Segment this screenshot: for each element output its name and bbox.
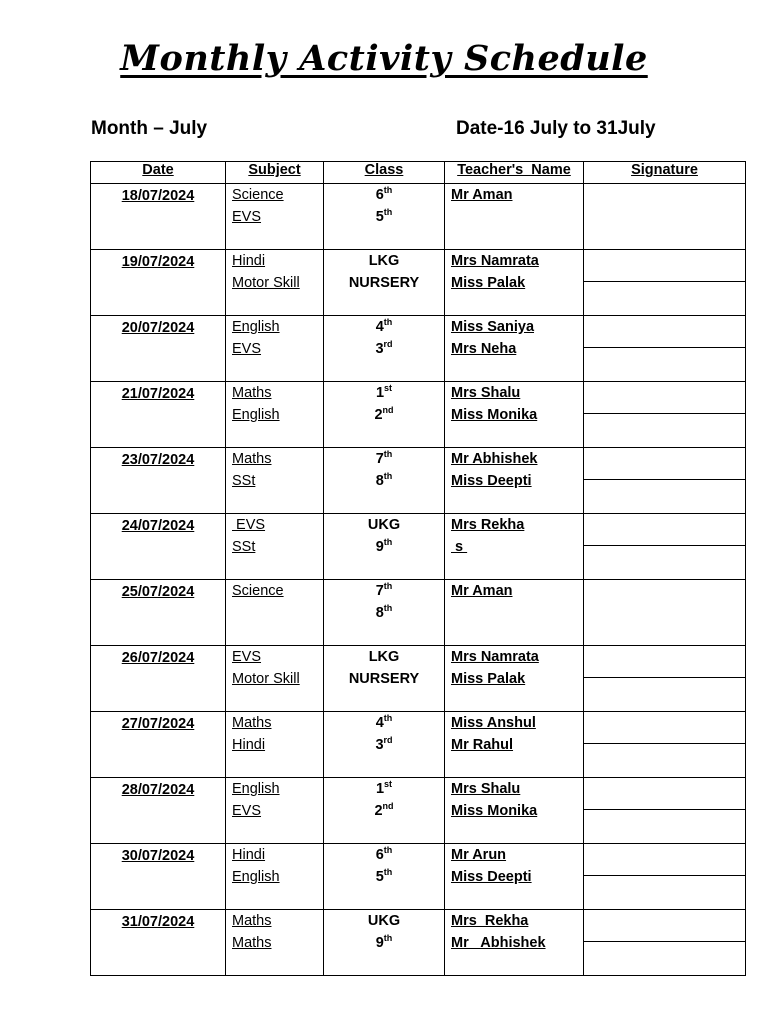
date-cell — [91, 184, 226, 250]
table-body — [91, 184, 746, 976]
class-text: LKG — [368, 649, 400, 665]
subject-line — [232, 734, 323, 756]
class-text: 5 — [375, 209, 384, 225]
teacher-line — [451, 778, 583, 800]
subject-line — [232, 272, 323, 294]
date-cell — [91, 514, 226, 580]
signature-divider — [584, 347, 745, 348]
subject-text: SSt — [232, 539, 256, 555]
class-suffix: th — [383, 581, 393, 591]
subject-text: Science — [232, 187, 284, 203]
table-row — [91, 712, 746, 778]
teacher-line — [451, 184, 583, 206]
class-suffix: st — [384, 779, 393, 789]
subject-line — [232, 844, 323, 866]
class-text: 8 — [375, 473, 384, 489]
class-line — [324, 800, 444, 822]
subject-line — [232, 184, 323, 206]
teacher-line — [451, 536, 583, 558]
class-cell — [324, 778, 445, 844]
class-cell — [324, 316, 445, 382]
class-suffix: th — [383, 207, 393, 217]
header-class: Class — [324, 162, 445, 184]
header-teacher-name: Teacher's Name — [445, 162, 584, 184]
signature-divider — [584, 281, 745, 282]
class-cell — [324, 580, 445, 646]
date-cell — [91, 580, 226, 646]
class-cell — [324, 514, 445, 580]
date-text: 28/07/2024 — [121, 782, 195, 798]
header-date: Date — [91, 162, 226, 184]
date-text: 21/07/2024 — [121, 386, 195, 402]
date-text: 31/07/2024 — [121, 914, 195, 930]
signature-divider — [584, 941, 745, 942]
teacher-name: Miss Monika — [451, 803, 538, 819]
subject-text: English — [232, 781, 280, 797]
table-header-row — [91, 162, 746, 184]
class-line — [324, 514, 444, 536]
subject-text: English — [232, 869, 280, 885]
subject-line — [232, 338, 323, 360]
class-text: 2 — [374, 407, 383, 423]
subject-text: EVS — [232, 803, 262, 819]
class-line — [324, 184, 444, 206]
class-text: 7 — [375, 583, 384, 599]
subject-line — [232, 668, 323, 690]
class-text: 2 — [374, 803, 383, 819]
subject-text: English — [232, 319, 280, 335]
class-text: 5 — [375, 869, 384, 885]
class-suffix: th — [383, 713, 393, 723]
signature-cell[interactable] — [584, 184, 746, 250]
teacher-line — [451, 272, 583, 294]
teacher-name: Mrs Namrata — [451, 253, 539, 269]
table-row — [91, 382, 746, 448]
class-cell — [324, 844, 445, 910]
class-line — [324, 580, 444, 602]
teacher-name: Mrs Namrata — [451, 649, 539, 665]
class-text: NURSERY — [348, 275, 420, 291]
teacher-line — [451, 338, 583, 360]
subject-cell — [226, 316, 324, 382]
teacher-line — [451, 382, 583, 404]
table-row — [91, 448, 746, 514]
signature-cell[interactable] — [584, 910, 746, 976]
table-row — [91, 646, 746, 712]
signature-divider — [584, 809, 745, 810]
subject-line — [232, 470, 323, 492]
class-suffix: th — [383, 317, 393, 327]
signature-cell[interactable] — [584, 646, 746, 712]
date-text: 26/07/2024 — [121, 650, 195, 666]
class-text: 9 — [375, 935, 384, 951]
subject-text: Hindi — [232, 737, 266, 753]
date-text: 27/07/2024 — [121, 716, 195, 732]
class-line — [324, 272, 444, 294]
subject-text: Maths — [232, 385, 272, 401]
date-text: 19/07/2024 — [121, 254, 195, 270]
signature-cell[interactable] — [584, 778, 746, 844]
signature-cell[interactable] — [584, 382, 746, 448]
subject-line — [232, 866, 323, 888]
subject-line — [232, 514, 323, 536]
subject-cell — [226, 646, 324, 712]
table-row — [91, 778, 746, 844]
subject-cell — [226, 448, 324, 514]
teacher-name: Mr Abhishek — [451, 935, 546, 951]
class-suffix: th — [383, 185, 393, 195]
subject-cell — [226, 580, 324, 646]
teacher-line — [451, 514, 583, 536]
subject-cell — [226, 910, 324, 976]
teacher-cell — [445, 910, 584, 976]
class-suffix: th — [383, 449, 393, 459]
subject-cell — [226, 250, 324, 316]
teacher-line — [451, 448, 583, 470]
teacher-line — [451, 580, 583, 602]
teacher-line — [451, 734, 583, 756]
signature-cell[interactable] — [584, 448, 746, 514]
teacher-name: s — [451, 539, 468, 555]
signature-divider — [584, 479, 745, 480]
class-line — [324, 536, 444, 558]
class-cell — [324, 250, 445, 316]
signature-divider — [584, 875, 745, 876]
class-suffix: rd — [383, 735, 393, 745]
subject-text: Hindi — [232, 847, 266, 863]
month-label: Month – July — [91, 118, 208, 139]
class-text: UKG — [367, 517, 401, 533]
subject-line — [232, 712, 323, 734]
class-line — [324, 316, 444, 338]
subject-line — [232, 382, 323, 404]
table-row — [91, 184, 746, 250]
class-cell — [324, 448, 445, 514]
subject-line — [232, 646, 323, 668]
signature-divider — [584, 743, 745, 744]
teacher-line — [451, 470, 583, 492]
class-line — [324, 910, 444, 932]
teacher-name: Miss Deepti — [451, 473, 532, 489]
teacher-name: Mr Aman — [451, 187, 513, 203]
class-text: NURSERY — [348, 671, 420, 687]
signature-cell[interactable] — [584, 250, 746, 316]
teacher-name: Miss Monika — [451, 407, 538, 423]
class-text: 9 — [375, 539, 384, 555]
subject-cell — [226, 382, 324, 448]
subject-text: Maths — [232, 451, 272, 467]
header-subject: Subject — [226, 162, 324, 184]
class-text: 8 — [375, 605, 384, 621]
teacher-cell — [445, 184, 584, 250]
teacher-line — [451, 910, 583, 932]
teacher-line — [451, 646, 583, 668]
teacher-line — [451, 712, 583, 734]
header-signature: Signature — [584, 162, 746, 184]
date-text: 23/07/2024 — [121, 452, 195, 468]
class-line — [324, 778, 444, 800]
teacher-name: Mrs Shalu — [451, 385, 521, 401]
teacher-cell — [445, 250, 584, 316]
class-suffix: th — [383, 471, 393, 481]
subject-text: Maths — [232, 715, 272, 731]
class-line — [324, 734, 444, 756]
subject-line — [232, 910, 323, 932]
date-cell — [91, 778, 226, 844]
date-cell — [91, 712, 226, 778]
subject-line — [232, 206, 323, 228]
table-row — [91, 844, 746, 910]
class-line — [324, 448, 444, 470]
subject-text: English — [232, 407, 280, 423]
class-line — [324, 646, 444, 668]
subject-text: EVS — [232, 209, 262, 225]
subject-line — [232, 404, 323, 426]
signature-divider — [584, 677, 745, 678]
signature-cell[interactable] — [584, 580, 746, 646]
subject-line — [232, 250, 323, 272]
class-cell — [324, 646, 445, 712]
subject-text: EVS — [232, 517, 266, 533]
class-text: 6 — [375, 187, 384, 203]
class-line — [324, 404, 444, 426]
subject-line — [232, 316, 323, 338]
date-text: 20/07/2024 — [121, 320, 195, 336]
subject-line — [232, 800, 323, 822]
subject-line — [232, 778, 323, 800]
teacher-name: Mr Abhishek — [451, 451, 538, 467]
table-row — [91, 514, 746, 580]
teacher-name: Mr Aman — [451, 583, 513, 599]
signature-cell[interactable] — [584, 844, 746, 910]
class-cell — [324, 382, 445, 448]
table-row — [91, 250, 746, 316]
date-text: 30/07/2024 — [121, 848, 195, 864]
signature-cell[interactable] — [584, 316, 746, 382]
date-cell — [91, 250, 226, 316]
date-text: 25/07/2024 — [121, 584, 195, 600]
class-line — [324, 844, 444, 866]
signature-divider — [584, 545, 745, 546]
teacher-line — [451, 404, 583, 426]
signature-cell[interactable] — [584, 514, 746, 580]
class-text: 7 — [375, 451, 384, 467]
class-line — [324, 932, 444, 954]
teacher-name: Miss Deepti — [451, 869, 532, 885]
teacher-cell — [445, 580, 584, 646]
date-cell — [91, 448, 226, 514]
class-suffix: rd — [383, 339, 393, 349]
teacher-line — [451, 844, 583, 866]
class-line — [324, 338, 444, 360]
subject-line — [232, 448, 323, 470]
subject-text: Motor Skill — [232, 275, 300, 291]
class-suffix: th — [383, 603, 393, 613]
class-line — [324, 866, 444, 888]
date-text: 24/07/2024 — [121, 518, 195, 534]
subject-text: EVS — [232, 649, 262, 665]
teacher-line — [451, 800, 583, 822]
teacher-name: Mrs Shalu — [451, 781, 521, 797]
date-text: 18/07/2024 — [121, 188, 195, 204]
teacher-name: Mrs Rekha — [451, 913, 529, 929]
teacher-name: Miss Palak — [451, 275, 526, 291]
table-row — [91, 580, 746, 646]
subject-cell — [226, 184, 324, 250]
subject-cell — [226, 712, 324, 778]
subject-text: Maths — [232, 913, 272, 929]
class-text: 4 — [375, 715, 384, 731]
table-row — [91, 316, 746, 382]
date-cell — [91, 646, 226, 712]
class-text: UKG — [367, 913, 401, 929]
page-title: Monthly Activity Schedule — [120, 38, 648, 79]
teacher-cell — [445, 712, 584, 778]
class-line — [324, 712, 444, 734]
class-line — [324, 382, 444, 404]
teacher-line — [451, 668, 583, 690]
teacher-line — [451, 932, 583, 954]
class-suffix: th — [383, 933, 393, 943]
teacher-name: Mr Rahul — [451, 737, 514, 753]
class-text: 3 — [375, 737, 384, 753]
table-row — [91, 910, 746, 976]
teacher-line — [451, 316, 583, 338]
class-text: 4 — [375, 319, 384, 335]
class-cell — [324, 910, 445, 976]
class-text: 3 — [375, 341, 384, 357]
schedule-table — [90, 161, 746, 976]
teacher-line — [451, 866, 583, 888]
class-suffix: st — [384, 383, 393, 393]
teacher-cell — [445, 778, 584, 844]
subject-cell — [226, 514, 324, 580]
signature-cell[interactable] — [584, 712, 746, 778]
teacher-name: Miss Saniya — [451, 319, 535, 335]
subject-text: Motor Skill — [232, 671, 300, 687]
class-line — [324, 206, 444, 228]
subject-line — [232, 536, 323, 558]
class-cell — [324, 712, 445, 778]
class-line — [324, 470, 444, 492]
class-suffix: nd — [382, 405, 394, 415]
date-cell — [91, 316, 226, 382]
subject-line — [232, 932, 323, 954]
subject-cell — [226, 778, 324, 844]
class-text: 6 — [375, 847, 384, 863]
class-text: LKG — [368, 253, 400, 269]
teacher-cell — [445, 316, 584, 382]
class-suffix: th — [383, 537, 393, 547]
class-suffix: th — [383, 845, 393, 855]
teacher-name: Miss Palak — [451, 671, 526, 687]
teacher-line — [451, 250, 583, 272]
class-line — [324, 668, 444, 690]
class-text: 1 — [375, 385, 385, 401]
class-suffix: nd — [382, 801, 394, 811]
teacher-name: Mrs Neha — [451, 341, 517, 357]
teacher-cell — [445, 382, 584, 448]
date-cell — [91, 382, 226, 448]
subject-text: Science — [232, 583, 284, 599]
date-cell — [91, 844, 226, 910]
teacher-cell — [445, 448, 584, 514]
class-text: 1 — [375, 781, 385, 797]
class-cell — [324, 184, 445, 250]
signature-divider — [584, 413, 745, 414]
subject-text: Maths — [232, 935, 272, 951]
teacher-cell — [445, 646, 584, 712]
teacher-name: Miss Anshul — [451, 715, 536, 731]
subject-text: SSt — [232, 473, 256, 489]
subject-cell — [226, 844, 324, 910]
class-suffix: th — [383, 867, 393, 877]
class-line — [324, 602, 444, 624]
date-range-label: Date-16 July to 31July — [456, 118, 656, 139]
subject-text: Hindi — [232, 253, 266, 269]
teacher-name: Mr Arun — [451, 847, 507, 863]
teacher-name: Mrs Rekha — [451, 517, 525, 533]
class-line — [324, 250, 444, 272]
subject-text: EVS — [232, 341, 262, 357]
date-cell — [91, 910, 226, 976]
teacher-cell — [445, 844, 584, 910]
teacher-cell — [445, 514, 584, 580]
subject-line — [232, 580, 323, 602]
